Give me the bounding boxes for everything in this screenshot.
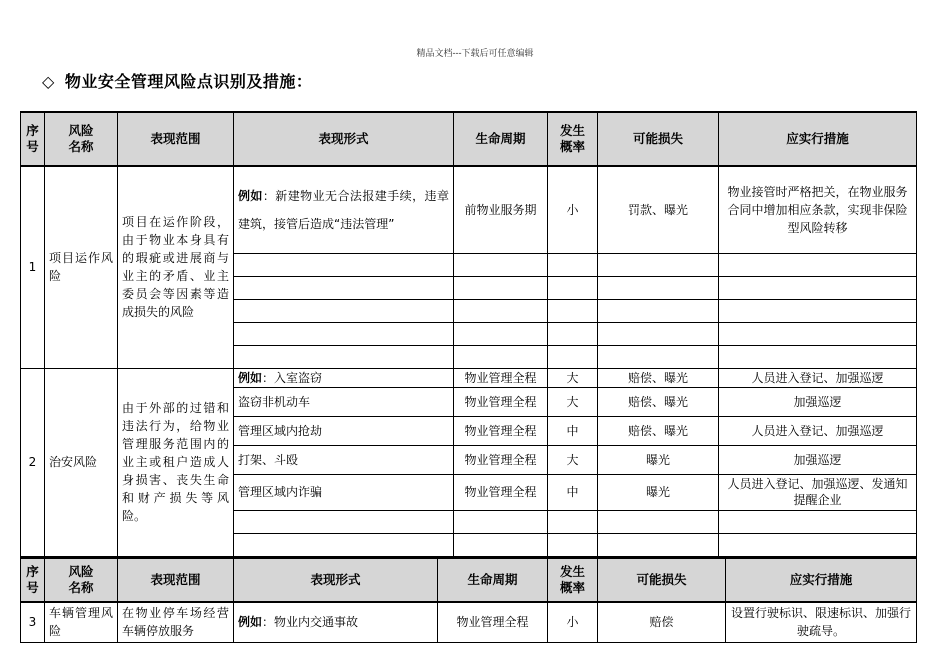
empty-cell [548, 510, 598, 533]
row-lifecycle: 物业管理全程 [454, 474, 548, 510]
empty-cell [454, 299, 548, 322]
row-lifecycle: 物业管理全程 [454, 387, 548, 416]
risk-table-continued [20, 557, 917, 643]
row-probability: 小 [548, 602, 598, 642]
empty-cell [454, 345, 548, 368]
row-seq: 3 [21, 602, 45, 642]
empty-cell [598, 345, 719, 368]
row-form: 管理区域内诈骗 [234, 474, 454, 510]
col-header-seq: 序 号 [21, 112, 45, 166]
table-row [21, 368, 917, 387]
row-loss: 罚款、曝光 [598, 166, 719, 253]
empty-cell [719, 345, 917, 368]
empty-cell [719, 322, 917, 345]
empty-cell [234, 276, 454, 299]
col-header-loss: 可能损失 [598, 558, 726, 602]
empty-cell [548, 276, 598, 299]
row-measure: 物业接管时严格把关，在物业服务合同中增加相应条款，实现非保险型风险转移 [719, 166, 917, 253]
empty-cell [598, 253, 719, 276]
empty-cell [598, 322, 719, 345]
row-measure: 人员进入登记、加强巡逻 [719, 368, 917, 387]
col-header-lifecycle: 生命周期 [438, 558, 548, 602]
row-lifecycle: 物业管理全程 [438, 602, 548, 642]
row-scope: 在物业停车场经营车辆停放服务 [118, 602, 234, 642]
col-header-risk-name: 风险 名称 [45, 112, 118, 166]
watermark-text: 精品文档---下载后可任意编辑 [416, 49, 534, 59]
col-header-scope: 表现范围 [118, 112, 234, 166]
row-probability: 大 [548, 387, 598, 416]
empty-cell [454, 322, 548, 345]
row-probability: 中 [548, 416, 598, 445]
row-measure: 设置行驶标识、限速标识、加强行驶疏导。 [726, 602, 917, 642]
empty-cell [548, 322, 598, 345]
col-header-form: 表现形式 [234, 558, 438, 602]
empty-cell [719, 510, 917, 533]
empty-cell [598, 299, 719, 322]
row-form: 打架、斗殴 [234, 445, 454, 474]
col-header-loss: 可能损失 [598, 112, 719, 166]
page-title-text: 物业安全管理风险点识别及措施： [64, 72, 313, 91]
row-measure: 人员进入登记、加强巡逻 [719, 416, 917, 445]
table-header-row [21, 558, 917, 602]
row-probability: 小 [548, 166, 598, 253]
row-probability: 中 [548, 474, 598, 510]
row-loss: 赔偿、曝光 [598, 387, 719, 416]
empty-cell [454, 253, 548, 276]
row-lifecycle: 物业管理全程 [454, 416, 548, 445]
empty-cell [548, 299, 598, 322]
empty-cell [548, 345, 598, 368]
row-loss: 曝光 [598, 474, 719, 510]
row-form: 管理区域内抢劫 [234, 416, 454, 445]
row-seq: 2 [21, 368, 45, 556]
row-risk-name: 车辆管理风险 [45, 602, 118, 642]
empty-cell [454, 276, 548, 299]
empty-cell [719, 276, 917, 299]
row-lifecycle: 前物业服务期 [454, 166, 548, 253]
page-title [42, 69, 312, 92]
empty-cell [234, 345, 454, 368]
row-form: 例如：新建物业无合法报建手续，违章建筑，接管后造成“违法管理” [234, 166, 454, 253]
col-header-risk-name: 风险 名称 [45, 558, 118, 602]
table-row [21, 602, 917, 642]
row-loss: 赔偿 [598, 602, 726, 642]
col-header-form: 表现形式 [234, 112, 454, 166]
row-risk-name: 治安风险 [45, 368, 118, 556]
empty-cell [454, 533, 548, 556]
row-form: 例如：物业内交通事故 [234, 602, 438, 642]
empty-cell [598, 533, 719, 556]
col-header-probability: 发生 概率 [548, 112, 598, 166]
empty-cell [234, 299, 454, 322]
row-form: 盗窃非机动车 [234, 387, 454, 416]
row-loss: 曝光 [598, 445, 719, 474]
row-scope: 项目在运作阶段，由于物业本身具有的瑕疵或进展商与业主的矛盾、业主委员会等因素等造成损失的风险 [118, 166, 234, 368]
empty-cell [548, 533, 598, 556]
row-scope: 由于外部的过错和违法行为，给物业管理服务范围内的业主或租户造成人身损害、丧失生命和财产损失等风险。 [118, 368, 234, 556]
empty-cell [548, 253, 598, 276]
table-header-row [21, 112, 917, 166]
row-measure: 加强巡逻 [719, 445, 917, 474]
col-header-measure: 应实行措施 [726, 558, 917, 602]
row-probability: 大 [548, 368, 598, 387]
diamond-icon: ◇ [42, 72, 55, 91]
col-header-probability: 发生 概率 [548, 558, 598, 602]
empty-cell [234, 533, 454, 556]
empty-cell [719, 253, 917, 276]
col-header-lifecycle: 生命周期 [454, 112, 548, 166]
row-loss: 赔偿、曝光 [598, 416, 719, 445]
row-lifecycle: 物业管理全程 [454, 368, 548, 387]
empty-cell [598, 510, 719, 533]
col-header-scope: 表现范围 [118, 558, 234, 602]
col-header-seq: 序 号 [21, 558, 45, 602]
row-seq: 1 [21, 166, 45, 368]
row-loss: 赔偿、曝光 [598, 368, 719, 387]
risk-table [20, 111, 917, 557]
row-probability: 大 [548, 445, 598, 474]
empty-cell [234, 253, 454, 276]
row-form: 例如：入室盗窃 [234, 368, 454, 387]
empty-cell [719, 299, 917, 322]
col-header-measure: 应实行措施 [719, 112, 917, 166]
row-lifecycle: 物业管理全程 [454, 445, 548, 474]
table-row [21, 166, 917, 253]
row-measure: 加强巡逻 [719, 387, 917, 416]
empty-cell [719, 533, 917, 556]
empty-cell [234, 322, 454, 345]
row-measure: 人员进入登记、加强巡逻、发通知提醒企业 [719, 474, 917, 510]
row-risk-name: 项目运作风险 [45, 166, 118, 368]
empty-cell [234, 510, 454, 533]
empty-cell [598, 276, 719, 299]
empty-cell [454, 510, 548, 533]
